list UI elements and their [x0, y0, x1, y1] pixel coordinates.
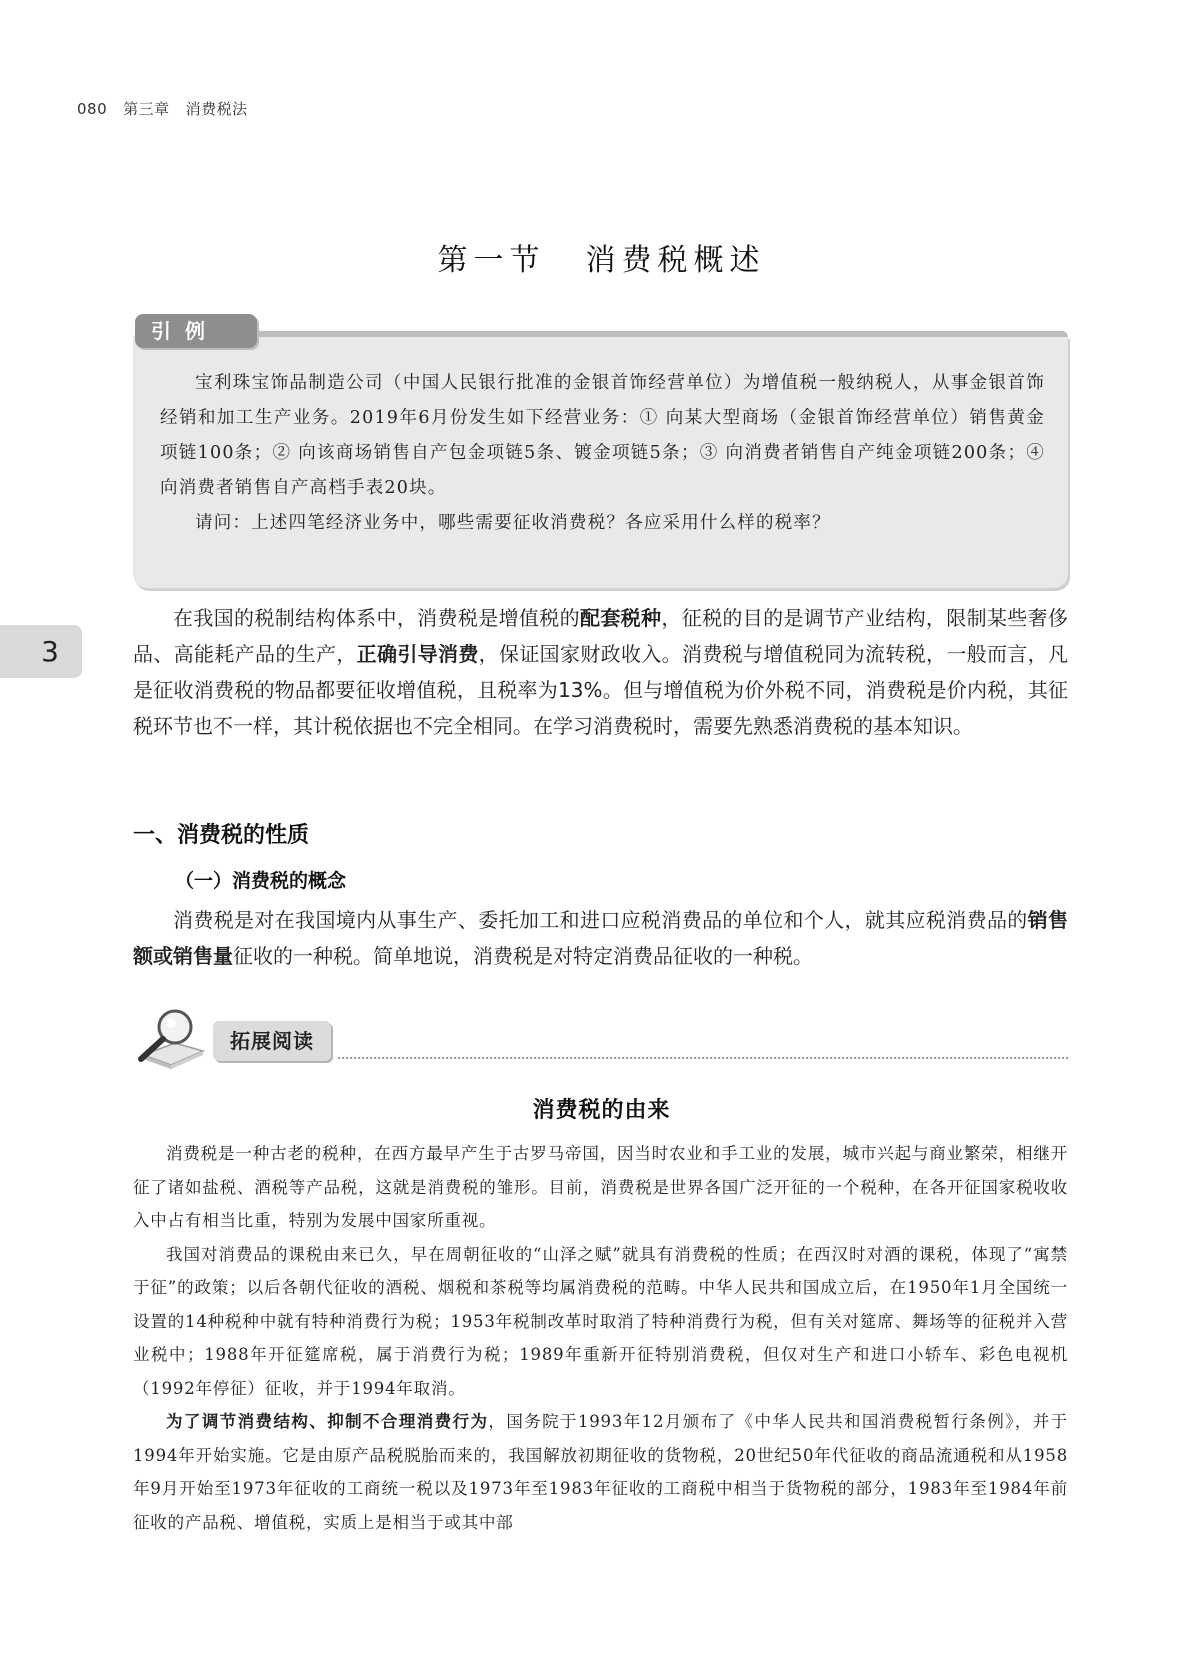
running-head: [77, 98, 264, 119]
ext-paragraph: 我国对消费品的课税由来已久，早在周朝征收的“山泽之赋”就具有消费税的性质；在西汉时对酒的课税，体现了“寓禁于征”的政策；以后各朝代征收的酒税、烟税和茶税等均属消费税的范畴。中华人民共和国成立后，在1950年1月全国统一设置的14种税种中就有特种消费行为税；1953年税制改革时取消了特种消费行为税，但有关对筵席、舞场等的征税并入营业税中；1988年开征筵席税，属于消费行为税；1989年重新开征特别消费税，但仅对生产和进口小轿车、彩色电视机（1992年停征）征收，并于1994年取消。: [133, 1244, 1068, 1398]
chapter-title: 消费税法: [185, 100, 248, 118]
heading-level1: 一、消费税的性质: [133, 823, 310, 848]
example-paragraph: 宝利珠宝饰品制造公司（中国人民银行批准的金银首饰经营单位）为增值税一般纳税人，从事金银首饰经销和加工生产业务。2019年6月份发生如下经营业务：① 向某大型商场（金银首饰经营单位）销售黄金项链100条；② 向该商场销售自产包金项链5条、镀金项链5条；③ 向消费者销售自产纯金项链200条；④ 向消费者销售自产高档手表20块。: [160, 373, 1045, 498]
section-name: 消费税概述: [585, 243, 766, 278]
example-box-top-rule: [250, 331, 1068, 337]
chapter-number: 第三章: [123, 100, 170, 118]
page-number: 080: [77, 100, 108, 118]
bold-term: 正确引导消费: [356, 642, 479, 666]
section-title: [0, 235, 1203, 279]
extended-reading-title: 消费税的由来: [532, 1097, 671, 1123]
ext-paragraph: 为了调节消费结构、抑制不合理消费行为，国务院于1993年12月颁布了《中华人民共和国消费税暂行条例》，并于1994年开始实施。它是由原产品税脱胎而来的，我国解放初期征收的货物税，20世纪50年代征收的商品流通税和从1958年9月开始至1973年征收的工商统一税以及1973年至1983年征收的工商税中相当于货物税的部分，1983年至1984年前征收的产品税、增值税，实质上是相当于或其中部: [133, 1412, 1068, 1532]
dotted-rule: [338, 1057, 1068, 1059]
section-number: 第一节: [437, 243, 546, 278]
bold-phrase: 为了调节消费结构、抑制不合理消费行为: [166, 1412, 489, 1431]
bold-term: 配套税种: [579, 606, 662, 630]
intro-paragraph-block: [133, 600, 1068, 744]
magnifier-icon: [133, 1003, 213, 1073]
extended-reading-text: [133, 1137, 1068, 1539]
ext-paragraph: 消费税是一种古老的税种，在西方最早产生于古罗马帝国，因当时农业和手工业的发展，城市兴起与商业繁荣，相继开征了诸如盐税、酒税等产品税，这就是消费税的雏形。目前，消费税是世界各国广泛开征的一个税种，在各开征国家税收收入中占有相当比重，特别为发展中国家所重视。: [133, 1144, 1068, 1230]
concept-paragraph-block: [133, 902, 1068, 974]
example-text: [160, 366, 1045, 541]
bold-term: 销售额或销售量: [133, 908, 1069, 968]
chapter-side-tab: 3: [0, 625, 82, 678]
concept-paragraph: 消费税是对在我国境内从事生产、委托加工和进口应税消费品的单位和个人，就其应税消费品的销售额或销售量征收的一种税。简单地说，消费税是对特定消费品征收的一种税。: [133, 908, 1069, 968]
example-question: 请问：上述四笔经济业务中，哪些需要征收消费税？各应采用什么样的税率？: [195, 513, 831, 533]
extended-reading-label: 拓展阅读: [213, 1021, 331, 1061]
intro-paragraph: 在我国的税制结构体系中，消费税是增值税的配套税种，征税的目的是调节产业结构，限制某些奢侈品、高能耗产品的生产，正确引导消费，保证国家财政收入。消费税与增值税同为流转税，一般而言，凡是征收消费税的物品都要征收增值税，且税率为13%。但与增值税为价外税不同，消费税是价内税，其征税环节也不一样，其计税依据也不完全相同。在学习消费税时，需要先熟悉消费税的基本知识。: [133, 606, 1069, 738]
extended-reading-banner: [133, 1003, 1068, 1073]
heading-level2: （一）消费税的概念: [175, 870, 347, 892]
example-tab-label: 引例: [135, 314, 257, 348]
